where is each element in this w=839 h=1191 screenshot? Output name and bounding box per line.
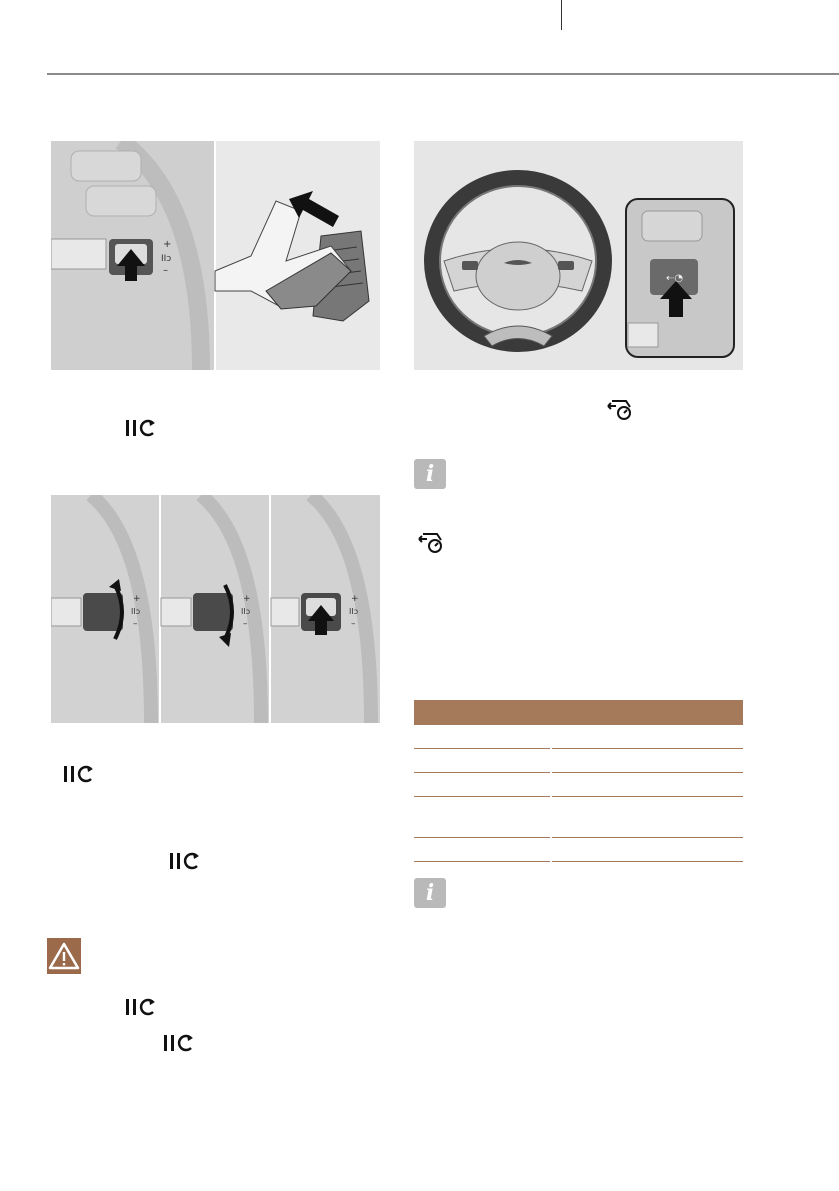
table-header-cell [551, 700, 743, 725]
spec-table [414, 700, 743, 862]
table-header-cell [414, 700, 551, 725]
info-icon: i [425, 461, 435, 487]
svg-text:+: + [243, 594, 251, 604]
car-speed-assist-icon [417, 530, 445, 554]
svg-text:⇠◔: ⇠◔ [666, 273, 684, 284]
crop-mark [561, 0, 562, 30]
pause-resume-icon [124, 418, 158, 438]
pause-resume-icon [162, 1033, 196, 1053]
svg-text:–: – [163, 265, 168, 276]
svg-text:IIↄ: IIↄ [131, 607, 141, 616]
table-cell [414, 749, 551, 773]
svg-text:–: – [133, 619, 138, 629]
info-note-icon [414, 459, 446, 489]
table-cell [414, 773, 551, 797]
table-row [414, 773, 743, 797]
warning-box [47, 938, 81, 974]
svg-text:IIↄ: IIↄ [241, 607, 251, 616]
car-speed-assist-icon [606, 397, 634, 421]
svg-text:IIↄ: IIↄ [161, 254, 172, 264]
table-cell [551, 749, 743, 773]
table-cell [551, 725, 743, 749]
table-cell [414, 797, 551, 838]
table-cell [414, 838, 551, 862]
svg-text:+: + [163, 239, 172, 250]
table-cell [551, 773, 743, 797]
pause-resume-icon [124, 997, 158, 1017]
svg-text:+: + [351, 594, 359, 604]
pause-resume-icon [62, 764, 96, 784]
table-header-row [414, 700, 743, 725]
table-cell [551, 797, 743, 838]
svg-text:–: – [243, 619, 248, 629]
table-cell [414, 725, 551, 749]
svg-text:IIↄ: IIↄ [349, 607, 359, 616]
warning-triangle-icon [47, 938, 81, 974]
figure-steering-wheel-button [414, 141, 743, 370]
header-rule [47, 73, 839, 75]
pause-resume-icon [168, 851, 202, 871]
table-row [414, 797, 743, 838]
figure-switch-roll-sequence [51, 495, 380, 723]
info-icon: i [425, 880, 435, 906]
table-cell [551, 838, 743, 862]
info-note-icon [414, 878, 446, 908]
svg-text:+: + [133, 594, 141, 604]
table-row [414, 838, 743, 862]
table-row [414, 725, 743, 749]
table-row [414, 749, 743, 773]
svg-text:–: – [351, 619, 356, 629]
figure-steering-switch-and-pedal [51, 141, 380, 370]
